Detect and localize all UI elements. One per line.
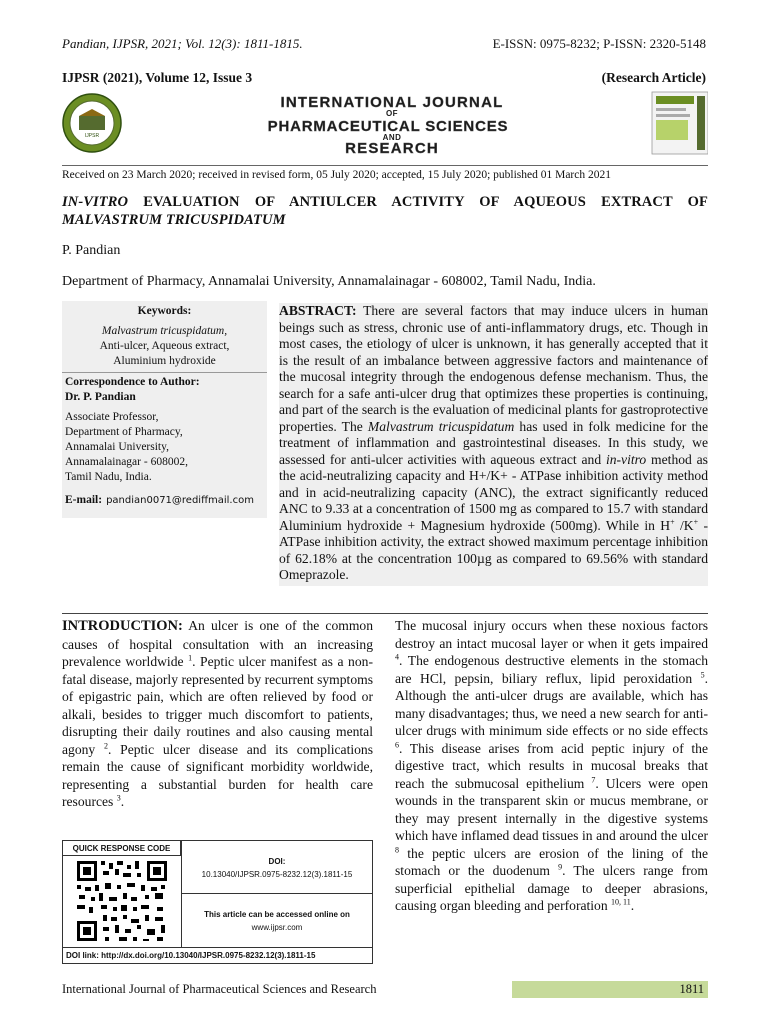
journal-line5: RESEARCH: [345, 140, 439, 156]
citation-ref: 10, 11: [611, 897, 631, 907]
correspondence-name: Dr. P. Pandian: [65, 391, 136, 403]
introduction-heading: INTRODUCTION:: [62, 618, 183, 634]
email-label: E-mail:: [65, 494, 103, 506]
citation-ref: 3: [116, 793, 121, 803]
body-text: . The ulcers range from superficial epithelial damage to deeper abrasions, causing organ bleeding and perforation: [395, 863, 709, 913]
keyword-item: Malvastrum tricuspidatum,: [101, 325, 228, 337]
email-address[interactable]: pandian0071@rediffmail.com: [106, 495, 254, 506]
article-type-label: (Research Article): [601, 70, 706, 85]
intro-text: . Peptic ulcer disease and its complications remain the cause of significant morbidity worldwide, representing a substantial burden for health care resources: [62, 741, 374, 809]
intro-text: An ulcer is one of the common causes of hospital consultation with an increasing prevalence worldwide: [62, 618, 373, 669]
abstract-invitro: in-vitro: [605, 451, 647, 467]
keywords-sidebar: [62, 301, 267, 518]
journal-banner-graphic: [62, 90, 708, 156]
doi-cell: [182, 841, 372, 894]
title-main: EVALUATION OF ANTIULCER ACTIVITY OF AQUEOUS EXTRACT OF: [128, 194, 708, 210]
svg-text:IJPSR: IJPSR: [84, 133, 100, 139]
correspondence-label: Correspondence to Author:: [65, 376, 200, 388]
abstract-sup: +: [670, 516, 675, 526]
address-line: Tamil Nadu, India.: [65, 471, 152, 483]
footer-journal-name: International Journal of Pharmaceutical Sciences and Research: [62, 982, 377, 996]
journal-cover-thumbnail: [652, 92, 708, 154]
body-text: . Although the anti-ulcer drugs are available, which has many disadvantages; thus, we need a new search for anti-ulcer drugs with minimum side effects or no side effects: [395, 670, 708, 738]
issn-header: E-ISSN: 0975-8232; P-ISSN: 2320-5148: [492, 36, 706, 51]
citation-header: Pandian, IJPSR, 2021; Vol. 12(3): 1811-1815.: [62, 36, 303, 51]
journal-line2: OF: [385, 109, 399, 118]
qr-code-icon[interactable]: [67, 859, 177, 943]
access-url[interactable]: www.ijpsr.com: [251, 923, 303, 932]
citation-ref: 5: [700, 669, 705, 679]
intro-text: .: [120, 794, 125, 809]
page-number: 1811: [679, 982, 704, 996]
title-italic-invitro: IN-VITRO: [62, 194, 129, 210]
keyword-item: Aluminium hydroxide: [113, 355, 216, 367]
abstract-block: [279, 303, 708, 586]
body-text: The mucosal injury occurs when these noxious factors destroy an intact mucosal layer or when it gets impaired: [395, 618, 708, 651]
citation-ref: 8: [395, 844, 399, 854]
abstract-text: method as the acid-neutralizing capacity and H+/K+ - ATPase inhibition activity method and in acid-neutralizing capacity (ANC), the extract significantly reduced ANC to 9.33 at a concentration of 1500 mg as compared to 15.7 with standard Aluminium hydroxide + Magnesium hydroxide (500mg). While in H: [279, 451, 708, 533]
journal-seal-icon: [63, 94, 121, 152]
received-dates: Received on 23 March 2020; received in revised form, 05 July 2020; accepted, 15 July 2020; published 01 March 2021: [62, 165, 708, 181]
article-title: [62, 193, 708, 229]
body-text: . This disease arises from acid peptic injury of the digestive tract, which results in mucosal breaks that reach the submucosal epithelium: [395, 740, 708, 791]
keyword-item: Anti-ulcer, Aqueous extract,: [99, 340, 230, 352]
volume-label: IJPSR (2021), Volume 12, Issue 3: [62, 70, 253, 85]
abstract-species: Malvastrum tricuspidatum: [367, 418, 515, 434]
access-text: This article can be accessed online on: [204, 910, 350, 919]
abstract-sup: +: [693, 516, 699, 526]
address-line: Annamalainagar - 608002,: [65, 456, 188, 468]
correspondence-block: [62, 373, 267, 407]
right-column: [395, 617, 708, 915]
journal-line1: INTERNATIONAL JOURNAL: [280, 94, 504, 111]
doi-value: 10.13040/IJPSR.0975-8232.12(3).1811-15: [201, 870, 353, 879]
body-text: .: [630, 898, 635, 913]
journal-line3: PHARMACEUTICAL SCIENCES: [267, 118, 509, 135]
doi-link[interactable]: DOI link: http://dx.doi.org/10.13040/IJPSR.0975-8232.12(3).1811-15: [63, 947, 372, 963]
title-italic-species: MALVASTRUM TRICUSPIDATUM: [62, 212, 286, 228]
abstract-text: /K: [674, 517, 694, 533]
address-line: Annamalai University,: [65, 441, 170, 453]
keywords-list: [62, 319, 267, 369]
author-affiliation: Department of Pharmacy, Annamalai University, Annamalainagar - 608002, Tamil Nadu, India.: [62, 274, 596, 289]
address-line: Associate Professor,: [65, 411, 159, 423]
doi-label: DOI:: [268, 857, 286, 866]
abstract-text: has used in folk medicine for the treatment of inflammation and gastrointestinal diseases. In this study, we assessed for anti-ulcer activities with aqueous extract and: [279, 418, 708, 467]
body-text: . The endogenous destructive elements in the stomach are HCl, pepsin, biliary reflux, lipid peroxidation: [395, 653, 708, 686]
journal-line4: AND: [382, 133, 402, 142]
citation-ref: 9: [558, 862, 563, 872]
access-cell: [182, 895, 372, 947]
citation-ref: 4: [395, 652, 399, 662]
author-name: P. Pandian: [62, 243, 121, 258]
author-address: [62, 407, 267, 485]
body-text: . Ulcers were open wounds in the transparent skin or mucus membrane, or they may present internally in the digestive systems which have inflamed dead tissues in and around the ulcer: [395, 775, 708, 843]
citation-ref: 7: [591, 774, 596, 784]
body-text: the peptic ulcers are erosion of the lining of the stomach or the duodenum: [395, 845, 708, 878]
intro-text: . Peptic ulcer manifest as a non-fatal disease, majorly represented by recurrent symptoms of epigastric pain, which are often relieved by food or alkali, besides to trigger much discomfort to patients, disrupting their daily routines and also causing mental agony: [62, 654, 373, 757]
abstract-text: - ATPase inhibition activity, the extract showed maximum percentage inhibition of 62.18% at the concentration 100µg as compared to 69.56% with standard Omeprazole.: [279, 517, 708, 582]
journal-wordmark: [268, 94, 509, 156]
citation-ref: 2: [103, 740, 108, 750]
abstract-text: There are several factors that may induce ulcers in human beings such as stress, chronic use of anti-inflammatory drugs, etc. Though in most cases, the etiology of ulcer is unknown, it has generally accepted that it is the result of an imbalance between aggressive factors and maintenance of the mucosal integrity through the endogenous defense mechanism. Thus, the search for a safe anti-ulcer drug that optimizes these properties is continuing, and part of the search is the evaluation of medicinal plants for gastroprotective properties. The: [279, 303, 708, 434]
abstract-label: ABSTRACT:: [279, 303, 357, 318]
citation-ref: 6: [395, 739, 399, 749]
section-divider: [62, 613, 708, 614]
keywords-label: Keywords:: [137, 305, 192, 317]
citation-ref: 1: [188, 653, 193, 663]
address-line: Department of Pharmacy,: [65, 426, 183, 438]
qr-title: QUICK RESPONSE CODE: [63, 841, 181, 856]
quick-response-box: [62, 840, 373, 964]
email-row: [62, 485, 267, 508]
introduction-column: [62, 617, 373, 811]
journal-banner: [62, 90, 708, 156]
